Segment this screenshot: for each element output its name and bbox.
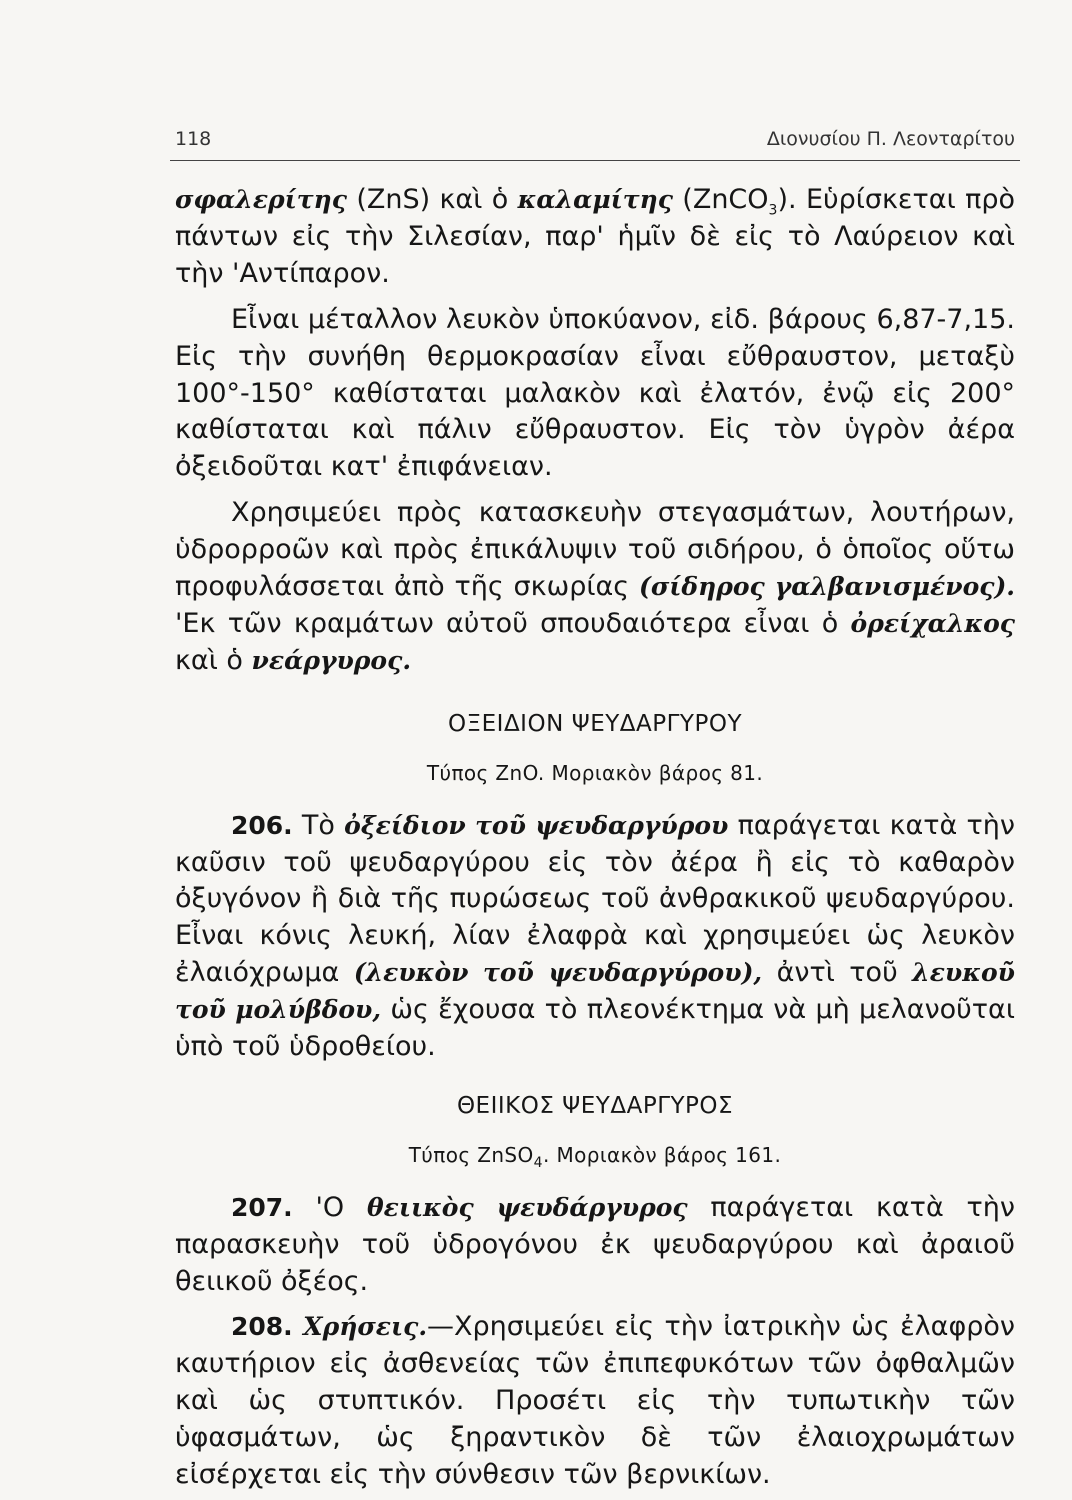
formula-zinc-sulfate: Τύπος ZnSO$_4$. Μοριακὸν βάρος 161. [408,1142,782,1171]
uses-paragraph: Χρησιμεύει πρὸς κατασκευὴν στεγασμάτων, λουτήρων, ὑδρορροῶν καὶ πρὸς ἐπικάλυψιν τοῦ σιδήρου, ὁ ὁποῖος οὕτω προφυλάσσεται ἀπὸ τῆς σκωρίας (σίδηρος γαλβανισμένος). 'Εκ τῶν κραμάτων αὐτοῦ σπουδαιότερα εἶναι ὁ ὀρείχαλκος καὶ ὁ νεάργυρος. [175,497,1015,676]
term-calamine: καλαμίτης [517,185,673,214]
paragraph-number: 206. [231,810,293,840]
paragraph-number: 208. [231,1312,293,1342]
term-zinc-white: (λευκὸν τοῦ ψευδαργύρου), [353,958,763,988]
term-zinc-sulfate: θειικὸς ψευδάργυρος [366,1192,688,1222]
term-brass: ὀρείχαλκος [850,608,1015,638]
intro-paragraph: σφαλερίτης (ZnS) καὶ ὁ καλαμίτης (ZnCO$_3$). Εὑρίσκεται πρὸ πάντων εἰς τὴν Σιλεσίαν, παρ' ἡμῖν δὲ εἰς τὸ Λαύρειον καὶ τὴν 'Αντίπαρον. [175,184,1015,289]
term-galvanized-iron: (σίδηρος γαλβανισμένος). [639,572,1015,602]
section-heading-zinc-sulfate: ΘΕΙΙΚΟΣ ΨΕΥΔΑΡΓΥΡΟΣ [456,1092,734,1119]
term-lead-white: λευκοῦ τοῦ μολύβδου, [175,958,1016,1025]
formula-zinc-oxide: Τύπος ZnO. Μοριακὸν βάρος 81. [426,760,764,785]
running-title: Διονυσίου Π. Λεονταρίτου [766,128,1015,150]
page-header [175,128,1015,158]
term-uses: Χρήσεις. [292,1312,428,1342]
paragraph-207: 207. 'Ο θειικὸς ψευδάργυρος παράγεται κατὰ τὴν παρασκευὴν τοῦ ὑδρογόνου ἐκ ψευδαργύρου καὶ ἀραιοῦ θειικοῦ ὀξέος. [175,1191,1015,1297]
header-rule [170,160,1020,161]
properties-paragraph: Εἶναι μέταλλον λευκὸν ὑποκύανον, εἰδ. βάρους 6,87-7,15. Εἰς τὴν συνήθη θερμοκρασίαν εἶναι εὔθραυστον, μεταξὺ 100°-150° καθίσταται μαλακὸν καὶ ἐλατόν, ἐνῷ εἰς 200° καθίσταται καὶ πάλιν εὔθραυστον. Εἰς τὸν ὑγρὸν ἀέρα ὀξειδοῦται κατ' ἐπιφάνειαν. [175,303,1015,483]
page-number: 118 [175,128,212,150]
paragraph-number: 207. [231,1192,293,1222]
body-text [175,182,1015,1494]
paragraph-208: 208. Χρήσεις.—Χρησιμεύει εἰς τὴν ἰατρικὴν ὡς ἐλαφρὸν καυτήριον εἰς ἀσθενείας τῶν ἐπιπεφυκότων τῶν ὀφθαλμῶν καὶ ὡς στυπτικόν. Προσέτι εἰς τὴν τυπωτικὴν τῶν ὑφασμάτων, ὡς ξηραντικὸν δὲ τῶν ἐλαιοχρωμάτων εἰσέρχεται εἰς τὴν σύνθεσιν τῶν βερνικίων. [175,1311,1016,1491]
term-sphalerite: σφαλερίτης [175,185,347,214]
term-zinc-oxide: ὀξείδιον τοῦ ψευδαργύρου [344,810,729,840]
term-nickel-silver: νεάργυρος. [251,645,412,675]
section-heading-zinc-oxide: ΟΞΕΙΔΙΟΝ ΨΕΥΔΑΡΓΥΡΟΥ [448,710,742,737]
paragraph-206: 206. Τὸ ὀξείδιον τοῦ ψευδαργύρου παράγεται κατὰ τὴν καῦσιν τοῦ ψευδαργύρου εἰς τὸν ἀέρα ἢ εἰς τὸ καθαρὸν ὀξυγόνον ἢ διὰ τῆς πυρώσεως τοῦ ἀνθρακικοῦ ψευδαργύρου. Εἶναι κόνις λευκή, λίαν ἐλαφρὰ καὶ χρησιμεύει ὡς λευκὸν ἐλαιόχρωμα (λευκὸν τοῦ ψευδαργύρου), ἀντὶ τοῦ λευκοῦ τοῦ μολύβδου, ὡς ἔχουσα τὸ πλεονέκτημα νὰ μὴ μελανοῦται ὑπὸ τοῦ ὑδροθείου. [175,809,1016,1063]
